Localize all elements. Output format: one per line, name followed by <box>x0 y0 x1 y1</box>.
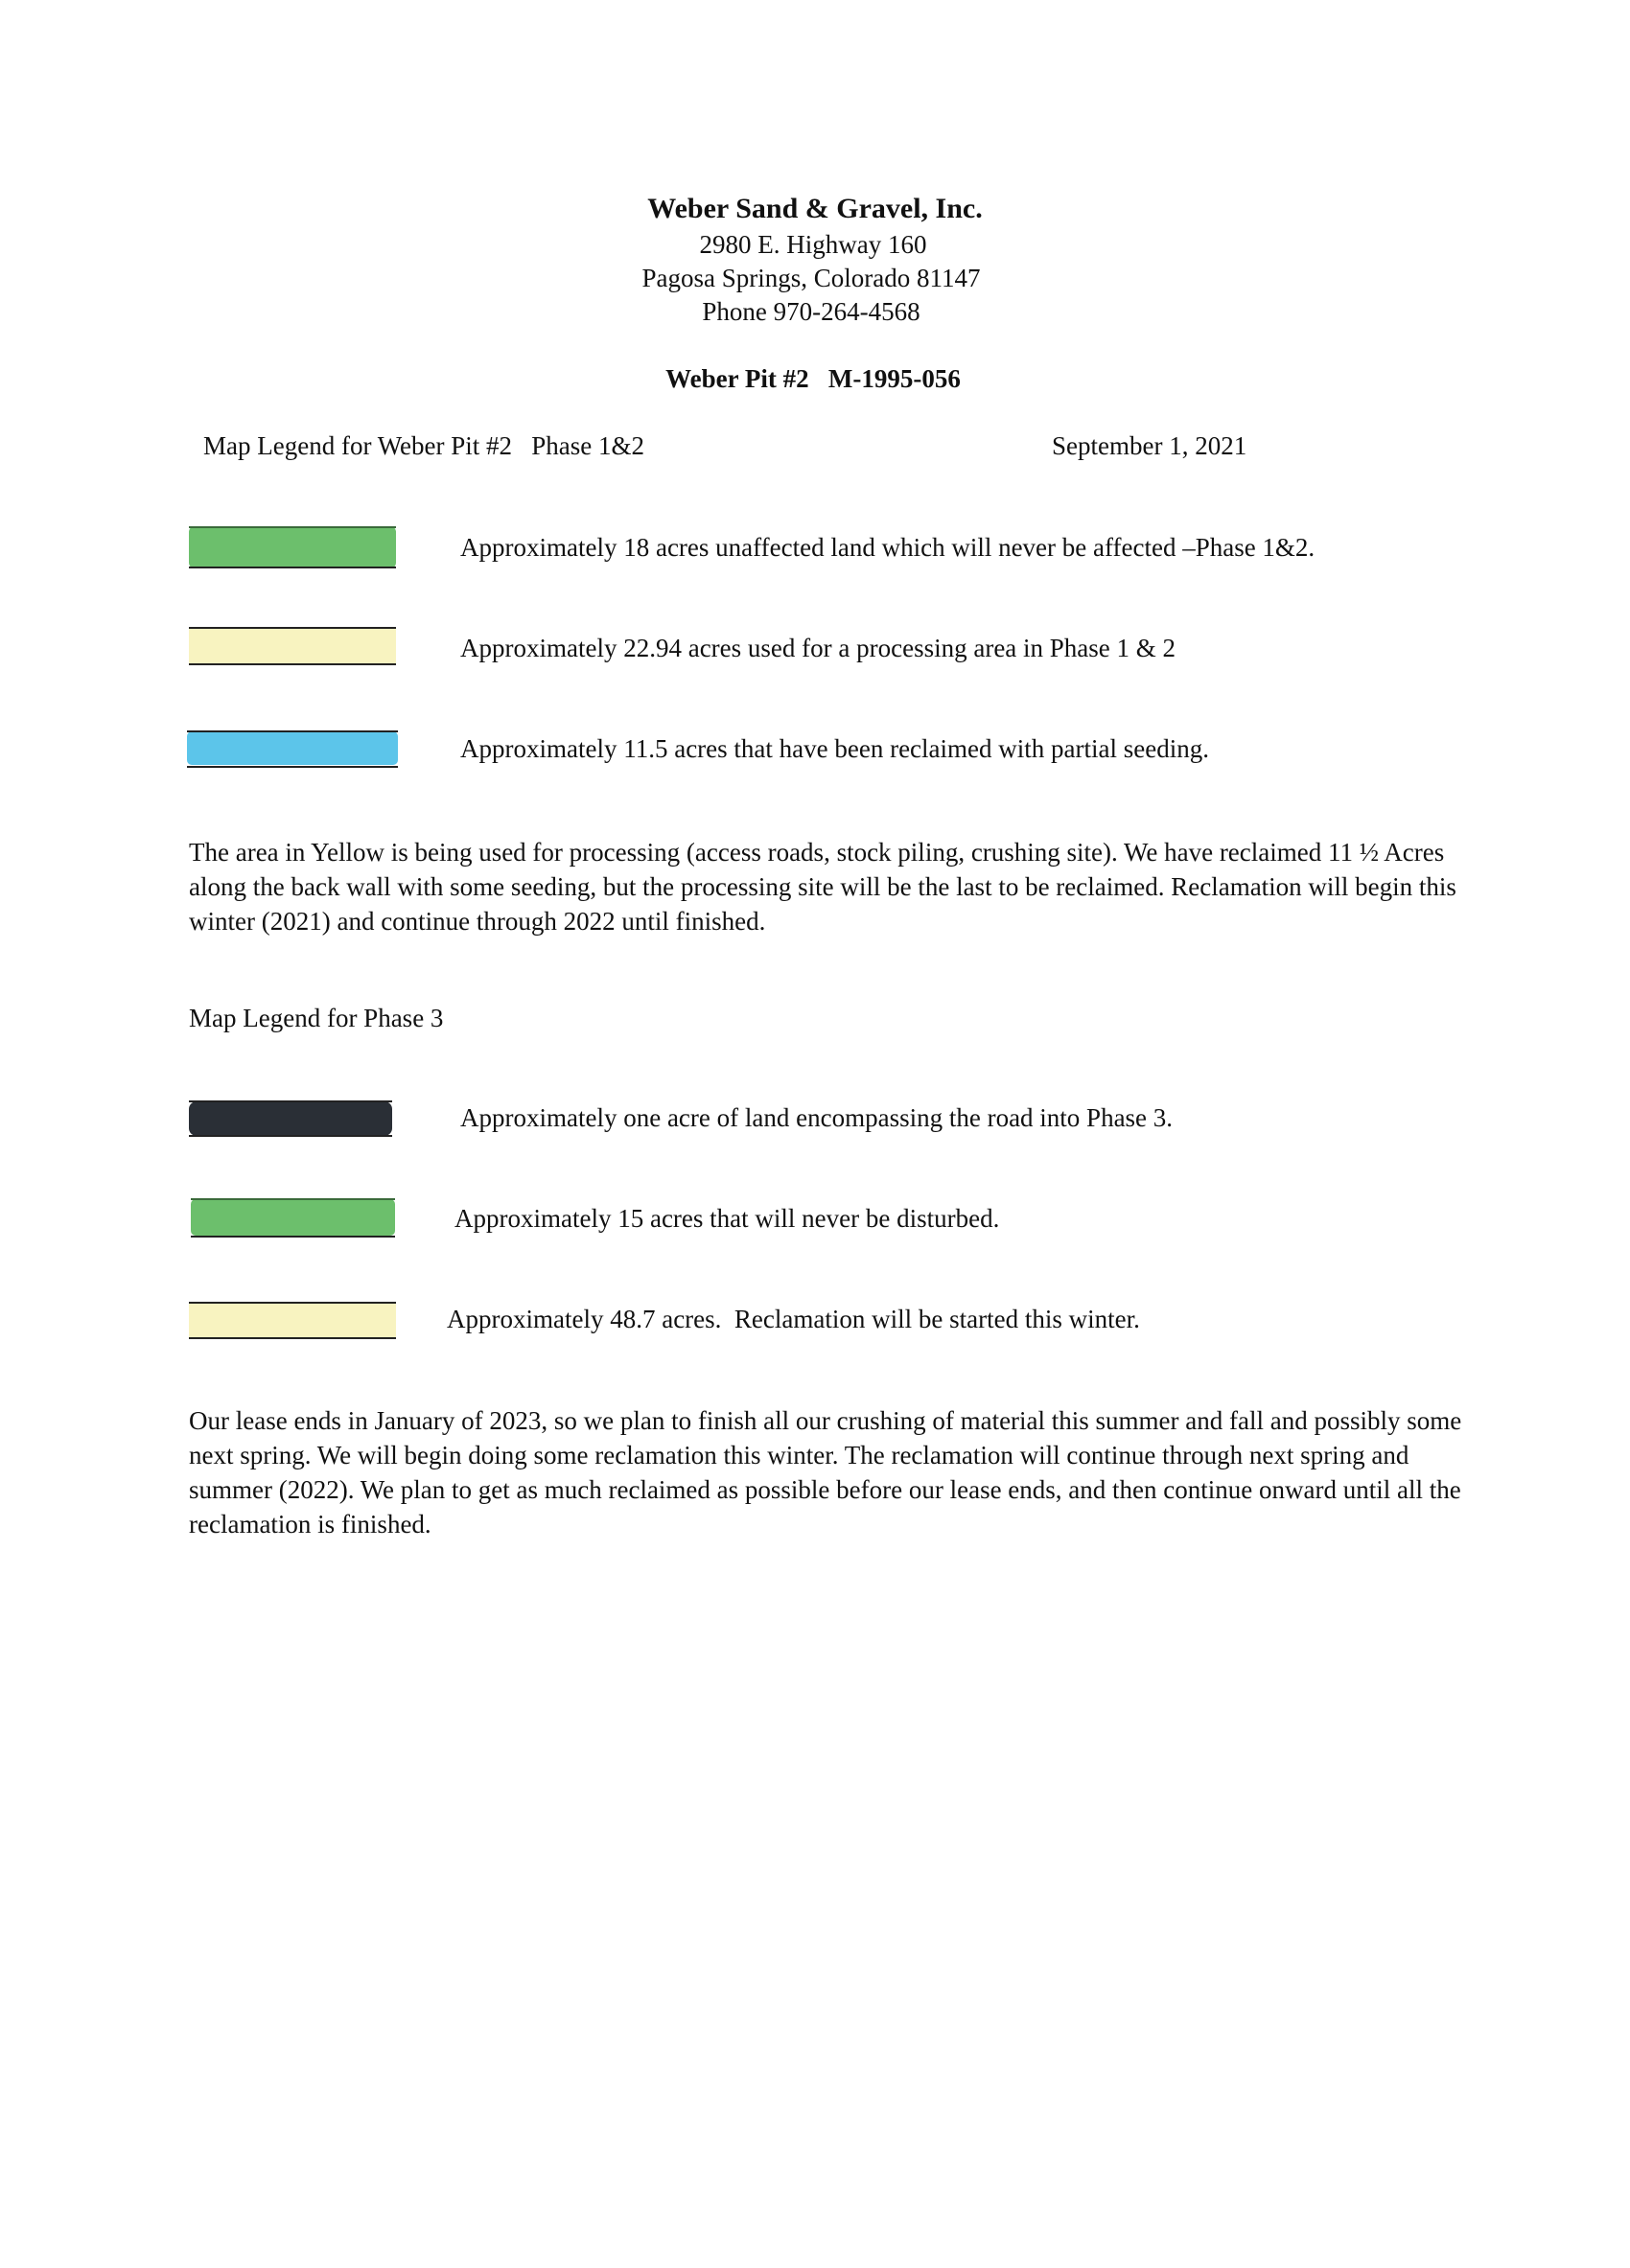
legend-swatch-black <box>189 1099 392 1141</box>
legend-2-item-1-text: Approximately one acre of land encompassing the road into Phase 3. <box>460 1103 1174 1132</box>
address-line-1: 2980 E. Highway 160 <box>699 230 927 259</box>
legend-1-item-2-text: Approximately 22.94 acres used for a processing area in Phase 1 & 2 <box>460 634 1176 662</box>
legend-2-paragraph: Our lease ends in January of 2023, so we plan to finish all our crushing of material this summer and fall and possibly some next spring. We will begin doing some reclamation this winter. The reclamation will continue through next spring and summer (2022). We plan to get as much reclaimed as possible before our lease ends, and then continue onward until all the reclamation is finished. <box>189 1406 1462 1539</box>
legend-2-item-2-text: Approximately 15 acres that will never be disturbed. <box>454 1204 1000 1233</box>
swatch-fill <box>189 1303 396 1337</box>
legend-1-item-1-text: Approximately 18 acres unaffected land which will never be affected –Phase 1&2. <box>460 533 1316 562</box>
legend-2-title: Map Legend for Phase 3 <box>189 1004 444 1032</box>
swatch-line-top <box>187 730 398 732</box>
swatch-line-top <box>189 1302 396 1304</box>
legend-swatch-blue <box>187 729 398 769</box>
legend-1-title: Map Legend for Weber Pit #2 Phase 1&2 <box>203 431 644 460</box>
legend-2-item-3-text: Approximately 48.7 acres. Reclamation will be started this winter. <box>447 1305 1140 1333</box>
swatch-line-bottom <box>189 663 396 665</box>
legend-1-date: September 1, 2021 <box>1052 431 1247 460</box>
swatch-fill <box>187 731 398 765</box>
swatch-line-top <box>191 1198 395 1200</box>
swatch-line-bottom <box>187 766 398 768</box>
swatch-line-top <box>189 627 396 629</box>
swatch-line-bottom <box>189 567 396 568</box>
phone-number: Phone 970-264-4568 <box>702 297 920 326</box>
legend-1-item-3-text: Approximately 11.5 acres that have been reclaimed with partial seeding. <box>460 734 1209 763</box>
swatch-fill <box>189 526 396 568</box>
swatch-fill <box>189 628 396 663</box>
legend-swatch-green <box>189 524 396 572</box>
legend-swatch-yellow <box>189 625 396 665</box>
swatch-fill <box>191 1199 395 1236</box>
swatch-line-top <box>189 1100 392 1102</box>
company-name: Weber Sand & Gravel, Inc. <box>647 193 983 224</box>
swatch-line-bottom <box>189 1135 392 1137</box>
address-line-2: Pagosa Springs, Colorado 81147 <box>641 264 981 292</box>
swatch-line-top <box>189 526 396 528</box>
legend-1-paragraph: The area in Yellow is being used for processing (access roads, stock piling, crushing site). We have reclaimed 11 ½ Acres along the back wall with some seeding, but the processing site will be the last to be reclaimed. Reclamation will begin this winter (2021) and continue through 2022 until finished. <box>189 838 1456 936</box>
legend-swatch-green <box>191 1196 395 1240</box>
legend-swatch-yellow <box>189 1300 396 1340</box>
swatch-line-bottom <box>189 1337 396 1339</box>
swatch-fill <box>189 1101 392 1136</box>
pit-title: Weber Pit #2 M-1995-056 <box>665 364 961 393</box>
swatch-line-bottom <box>191 1236 395 1238</box>
